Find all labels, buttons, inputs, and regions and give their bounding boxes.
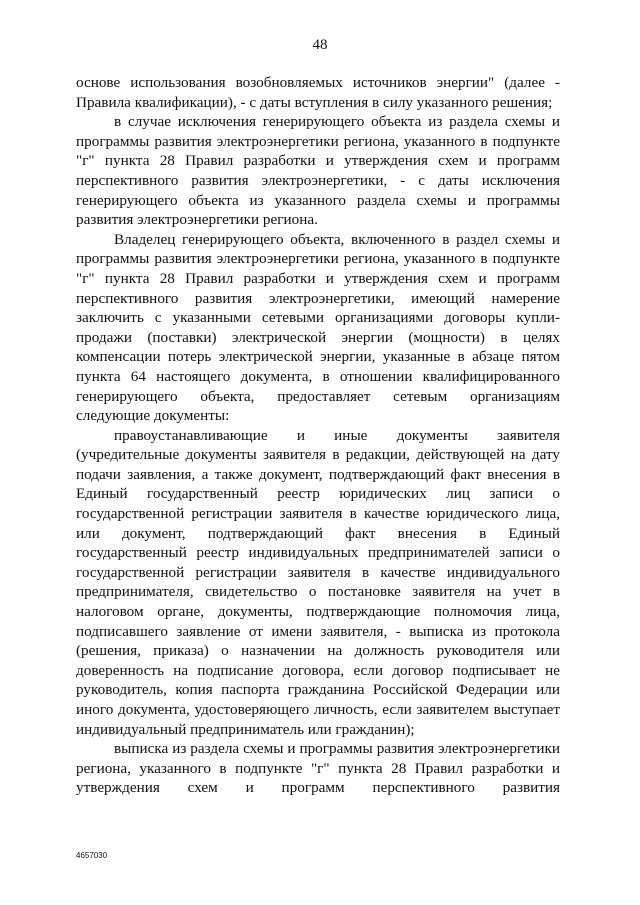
paragraph-qualification-rules-continuation: основе использования возобновляемых источников энергии" (далее - Правила квалификации), - с даты вступления в силу указанного решения; [76, 74, 560, 111]
paragraph-exclusion-case: в случае исключения генерирующего объекта из раздела схемы и программы развития электроэнергетики региона, указанного в подпункте "г" пункта 28 Правил разработки и утверждения схем и программ перспективного развития электроэнергетики, - с даты исключения генерирующего объекта из указанного раздела схемы и программы развития электроэнергетики региона. [76, 113, 560, 229]
page-number: 48 [312, 37, 328, 53]
paragraph-owner-obligations: Владелец генерирующего объекта, включенного в раздел схемы и программы развития электроэнергетики региона, указанного в подпункте "г" пункта 28 Правил разработки и утверждения схем и программ перспективного развития электроэнергетики, имеющий намерение заключить с указанными сетевыми организациями договоры купли-продажи (поставки) электрической энергии (мощности) в целях компенсации потерь электрической энергии, указанные в абзаце пятом пункта 64 настоящего документа, в отношении квалифицированного генерирующего объекта, предоставляет сетевым организациям следующие документы: [76, 230, 560, 425]
document-code: 4657030 [76, 851, 108, 860]
paragraph-title-documents: правоустанавливающие и иные документы заявителя (учредительные документы заявителя в редакции, действующей на дату подачи заявления, а также документ, подтверждающий факт внесения в Единый государственный реестр юридических лиц записи о государственной регистрации заявителя в качестве юридического лица, или документ, подтверждающий факт внесения в Единый государственный реестр индивидуальных предпринимателей записи о государственной регистрации заявителя в качестве индивидуального предпринимателя, свидетельство о постановке заявителя на учет в налоговом органе, документы, подтверждающие полномочия лица, подписавшего заявление от имени заявителя, - выписка из протокола (решения, приказа) о назначении на должность руководителя или доверенность на подписание договора, если договор подписывает не руководитель, копия паспорта гражданина Российской Федерации или иного документа, удостоверяющего личность, если заявителем выступает индивидуальный предприниматель или гражданин); [76, 426, 560, 738]
paragraph-scheme-extract: выписка из раздела схемы и программы развития электроэнергетики региона, указанного в подпункте "г" пункта 28 Правил разработки и утверждения схем и программ перспективного развития [76, 740, 560, 797]
document-body [76, 73, 560, 798]
